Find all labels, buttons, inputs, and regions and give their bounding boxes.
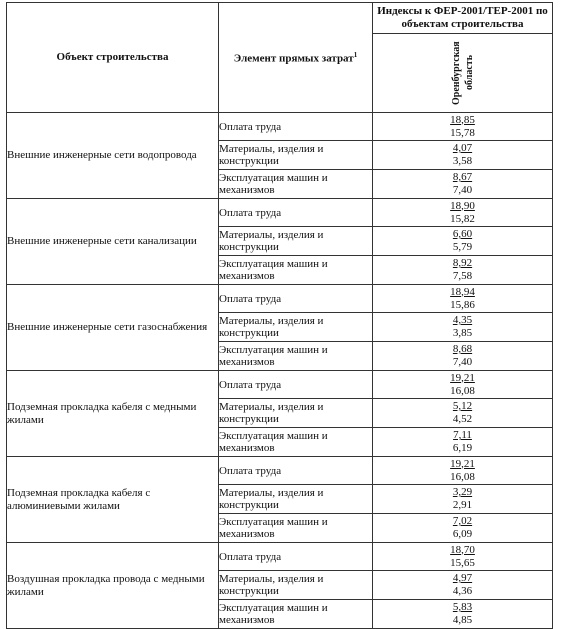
index-value-fer: 7,02: [452, 515, 473, 527]
index-values-cell: [373, 256, 553, 285]
table-row: [7, 543, 553, 571]
header-region-label: Оренбургская область: [450, 41, 475, 105]
index-values-cell: [373, 113, 553, 141]
cost-element-cell: Материалы, изделия и конструкции: [219, 313, 373, 342]
index-values-cell: [373, 371, 553, 399]
header-indices-label: Индексы к ФЕР-2001/ТЕР-2001 по объектам строительства: [377, 5, 548, 30]
index-value-fer: 18,85: [450, 113, 475, 126]
index-value-ter: 6,09: [452, 528, 473, 540]
index-values-cell: [373, 141, 553, 170]
index-value-fer: 8,68: [452, 343, 473, 355]
header-element: [219, 3, 373, 113]
index-values-cell: [373, 600, 553, 629]
cost-element-cell: Оплата труда: [219, 543, 373, 571]
index-value-fer: 4,97: [452, 572, 473, 584]
index-values-cell: [373, 285, 553, 313]
object-name-cell: Внешние инженерные сети водопровода: [7, 113, 219, 199]
object-name-cell: Внешние инженерные сети канализации: [7, 199, 219, 285]
cost-element-cell: Материалы, изделия и конструкции: [219, 399, 373, 428]
cost-element-cell: Эксплуатация машин и механизмов: [219, 170, 373, 199]
index-values-cell: [373, 543, 553, 571]
index-value-ter: 2,91: [452, 499, 473, 511]
header-element-label: Элемент прямых затрат: [233, 52, 354, 65]
object-name-cell: Подземная прокладка кабеля с медными жилами: [7, 371, 219, 457]
index-values-cell: [373, 342, 553, 371]
index-value-fer: 18,90: [450, 199, 475, 212]
index-value-ter: 7,58: [452, 270, 473, 282]
index-value-ter: 15,65: [450, 556, 475, 569]
index-value-fer: 6,60: [452, 228, 473, 240]
object-name-cell: Воздушная прокладка провода с медными жилами: [7, 543, 219, 629]
table-row: [7, 457, 553, 485]
table-body: [7, 113, 553, 629]
index-values-cell: [373, 170, 553, 199]
index-value-ter: 6,19: [452, 442, 473, 454]
cost-element-cell: Материалы, изделия и конструкции: [219, 141, 373, 170]
cost-element-cell: Эксплуатация машин и механизмов: [219, 256, 373, 285]
index-value-ter: 3,85: [452, 327, 473, 339]
index-value-fer: 19,21: [450, 457, 475, 470]
index-value-ter: 7,40: [452, 356, 473, 368]
index-value-fer: 8,67: [452, 171, 473, 183]
index-values-cell: [373, 428, 553, 457]
cost-element-cell: Эксплуатация машин и механизмов: [219, 514, 373, 543]
index-value-ter: 5,79: [452, 241, 473, 253]
index-value-ter: 4,36: [452, 585, 473, 597]
index-value-fer: 18,70: [450, 543, 475, 556]
index-value-ter: 15,82: [450, 212, 475, 225]
header-region: [373, 34, 553, 113]
object-name-cell: Внешние инженерные сети газоснабжения: [7, 285, 219, 371]
index-value-fer: 18,94: [450, 285, 475, 298]
header-element-footnote: 1: [353, 51, 358, 60]
cost-element-cell: Оплата труда: [219, 285, 373, 313]
index-value-ter: 15,78: [450, 126, 475, 139]
index-value-ter: 15,86: [450, 298, 475, 311]
header-indices: [373, 3, 553, 34]
index-values-cell: [373, 313, 553, 342]
indices-table: [6, 2, 553, 629]
index-value-ter: 16,08: [450, 470, 475, 483]
cost-element-cell: Эксплуатация машин и механизмов: [219, 428, 373, 457]
index-values-cell: [373, 571, 553, 600]
index-value-ter: 3,58: [452, 155, 473, 167]
index-values-cell: [373, 227, 553, 256]
index-values-cell: [373, 514, 553, 543]
cost-element-cell: Оплата труда: [219, 457, 373, 485]
object-name-cell: Подземная прокладка кабеля с алюминиевыми жилами: [7, 457, 219, 543]
index-value-fer: 5,83: [452, 601, 473, 613]
cost-element-cell: Материалы, изделия и конструкции: [219, 485, 373, 514]
cost-element-cell: Материалы, изделия и конструкции: [219, 227, 373, 256]
index-value-fer: 7,11: [453, 429, 472, 441]
table-row: [7, 199, 553, 227]
header-object-label: Объект строительства: [56, 51, 169, 63]
cost-element-cell: Эксплуатация машин и механизмов: [219, 600, 373, 629]
index-value-ter: 16,08: [450, 384, 475, 397]
index-value-fer: 4,35: [452, 314, 473, 326]
cost-element-cell: Оплата труда: [219, 371, 373, 399]
index-values-cell: [373, 457, 553, 485]
table-row: [7, 113, 553, 141]
index-value-fer: 4,07: [452, 142, 473, 154]
cost-element-cell: Оплата труда: [219, 199, 373, 227]
index-value-fer: 19,21: [450, 371, 475, 384]
index-value-fer: 5,12: [452, 400, 473, 412]
header-object: [7, 3, 219, 113]
table-row: [7, 371, 553, 399]
cost-element-cell: Материалы, изделия и конструкции: [219, 571, 373, 600]
index-value-fer: 3,29: [452, 486, 473, 498]
index-values-cell: [373, 399, 553, 428]
index-values-cell: [373, 485, 553, 514]
table-row: [7, 285, 553, 313]
index-value-ter: 4,52: [452, 413, 473, 425]
index-value-ter: 4,85: [452, 614, 473, 626]
index-values-cell: [373, 199, 553, 227]
cost-element-cell: Эксплуатация машин и механизмов: [219, 342, 373, 371]
index-value-ter: 7,40: [452, 184, 473, 196]
index-value-fer: 8,92: [452, 257, 473, 269]
cost-element-cell: Оплата труда: [219, 113, 373, 141]
